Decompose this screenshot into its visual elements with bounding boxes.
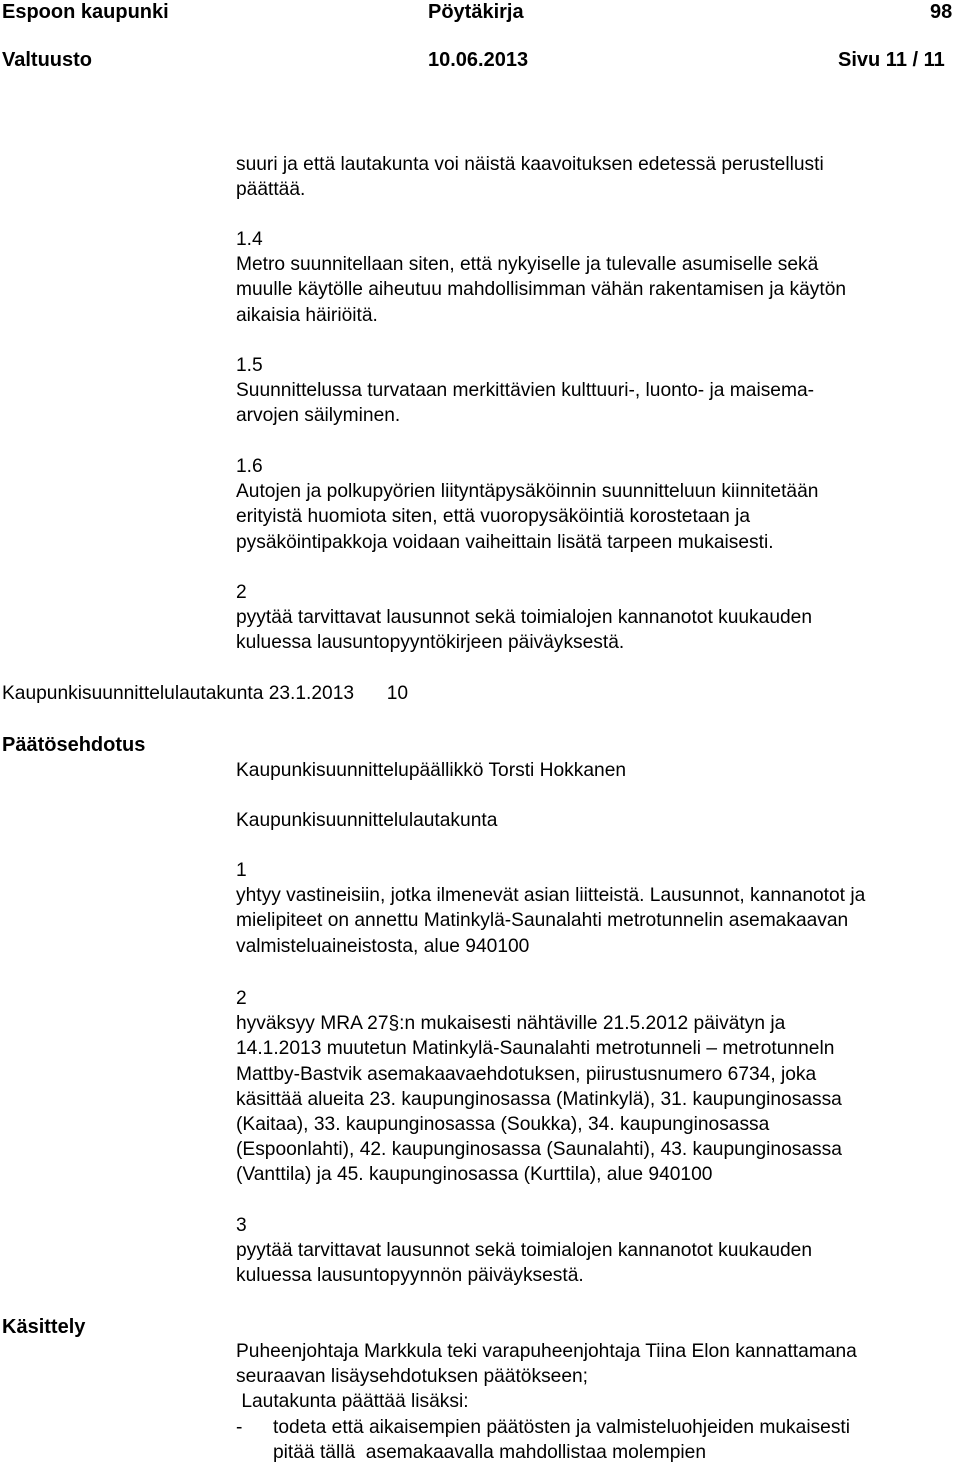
item-number: 1.4 bbox=[236, 229, 263, 250]
text-line: arvojen säilyminen. bbox=[236, 405, 401, 427]
text-line: pysäköintipakkoja voidaan vaiheittain lisätä tarpeen mukaisesti. bbox=[236, 531, 774, 553]
item-number: 3 bbox=[236, 1215, 247, 1236]
meeting-name: Kaupunkisuunnittelulautakunta 23.1.2013 bbox=[2, 683, 355, 704]
text-line: Mattby-Bastvik asemakaavaehdotuksen, piirustusnumero 6734, joka bbox=[236, 1063, 817, 1085]
continued-paragraph bbox=[236, 152, 960, 202]
text-line: Metro suunnitellaan siten, että nykyiselle ja tulevalle asumiselle sekä bbox=[236, 254, 819, 276]
meeting-reference bbox=[2, 681, 408, 706]
text-line: pyytää tarvittavat lausunnot sekä toimialojen kannanotot kuukauden bbox=[236, 607, 812, 629]
item-number: 2 bbox=[236, 988, 247, 1009]
header-page-number: 98 bbox=[930, 1, 953, 23]
item-number: 1.5 bbox=[236, 355, 263, 376]
item-number: 2 bbox=[236, 582, 247, 603]
proposal-presenter: Kaupunkisuunnittelupäällikkö Torsti Hokkanen bbox=[236, 760, 627, 781]
item-1-5 bbox=[236, 353, 960, 429]
proposal-label: Päätösehdotus bbox=[2, 734, 146, 756]
text-line: mielipiteet on annettu Matinkylä-Saunalahti metrotunnelin asemakaavan bbox=[236, 910, 849, 932]
text-line: (Espoonlahti), 42. kaupunginosassa (Saunalahti), 43. kaupunginosassa bbox=[236, 1139, 842, 1161]
header-page: Sivu 11 / 11 bbox=[838, 49, 945, 71]
text-line: Suunnittelussa turvataan merkittävien kulttuuri-, luonto- ja maisema- bbox=[236, 380, 815, 402]
item-2-previous bbox=[236, 580, 960, 656]
text-line: suuri ja että lautakunta voi näistä kaavoituksen edetessä perustellusti bbox=[236, 154, 824, 175]
bullet-dash: - bbox=[236, 1417, 243, 1438]
item-number: 1 bbox=[236, 860, 247, 881]
header-doc-type: Pöytäkirja bbox=[428, 1, 524, 23]
text-line: Lautakunta päättää lisäksi: bbox=[236, 1391, 469, 1413]
text-line: käsittää alueita 23. kaupunginosassa (Matinkylä), 31. kaupunginosassa bbox=[236, 1088, 842, 1110]
text-line: Puheenjohtaja Markkula teki varapuheenjohtaja Tiina Elon kannattamana bbox=[236, 1341, 857, 1362]
text-line: päättää. bbox=[236, 179, 306, 201]
text-line: erityistä huomiota siten, että vuoropysäköintiä korostetaan ja bbox=[236, 506, 751, 528]
handling-text bbox=[236, 1339, 960, 1415]
text-line: 14.1.2013 muutetun Matinkylä-Saunalahti metrotunneli – metrotunneln bbox=[236, 1038, 835, 1060]
item-number: 1.6 bbox=[236, 456, 263, 477]
header-org: Espoon kaupunki bbox=[2, 1, 169, 23]
proposal-item-2 bbox=[236, 986, 960, 1188]
text-line: todeta että aikaisempien päätösten ja valmisteluohjeiden mukaisesti bbox=[273, 1417, 851, 1438]
meeting-section: 10 bbox=[386, 683, 409, 704]
handling-label: Käsittely bbox=[2, 1316, 86, 1338]
text-line: (Vanttila) ja 45. kaupunginosassa (Kurttila), alue 940100 bbox=[236, 1164, 713, 1186]
text-line: muulle käytölle aiheutuu mahdollisimman vähän rakentamisen ja käytön bbox=[236, 279, 847, 301]
text-line: seuraavan lisäysehdotuksen päätökseen; bbox=[236, 1366, 589, 1388]
text-line: kuluessa lausuntopyynnön päiväyksestä. bbox=[236, 1265, 584, 1287]
text-line: aikaisia häiriöitä. bbox=[236, 304, 378, 326]
text-line: Autojen ja polkupyörien liityntäpysäköinnin suunnitteluun kiinnitetään bbox=[236, 481, 819, 503]
header-body: Valtuusto bbox=[2, 49, 93, 71]
item-1-6 bbox=[236, 454, 960, 555]
text-line: valmisteluaineistosta, alue 940100 bbox=[236, 935, 530, 957]
text-line: yhtyy vastineisiin, jotka ilmenevät asian liitteistä. Lausunnot, kannanotot ja bbox=[236, 885, 866, 907]
proposal-board: Kaupunkisuunnittelulautakunta bbox=[236, 810, 498, 831]
item-1-4 bbox=[236, 227, 960, 328]
proposal-item-3 bbox=[236, 1213, 960, 1289]
proposal-item-1 bbox=[236, 858, 960, 959]
text-line: hyväksyy MRA 27§:n mukaisesti nähtäville 21.5.2012 päivätyn ja bbox=[236, 1013, 786, 1035]
text-line: pyytää tarvittavat lausunnot sekä toimialojen kannanotot kuukauden bbox=[236, 1240, 812, 1262]
text-line: kuluessa lausuntopyyntökirjeen päiväyksestä. bbox=[236, 632, 625, 654]
header-date: 10.06.2013 bbox=[428, 49, 529, 71]
text-line: pitää tällä asemakaavalla mahdollistaa molempien bbox=[273, 1442, 707, 1463]
text-line: (Kaitaa), 33. kaupunginosassa (Soukka), 34. kaupunginosassa bbox=[236, 1114, 770, 1136]
handling-bullet bbox=[236, 1415, 960, 1465]
